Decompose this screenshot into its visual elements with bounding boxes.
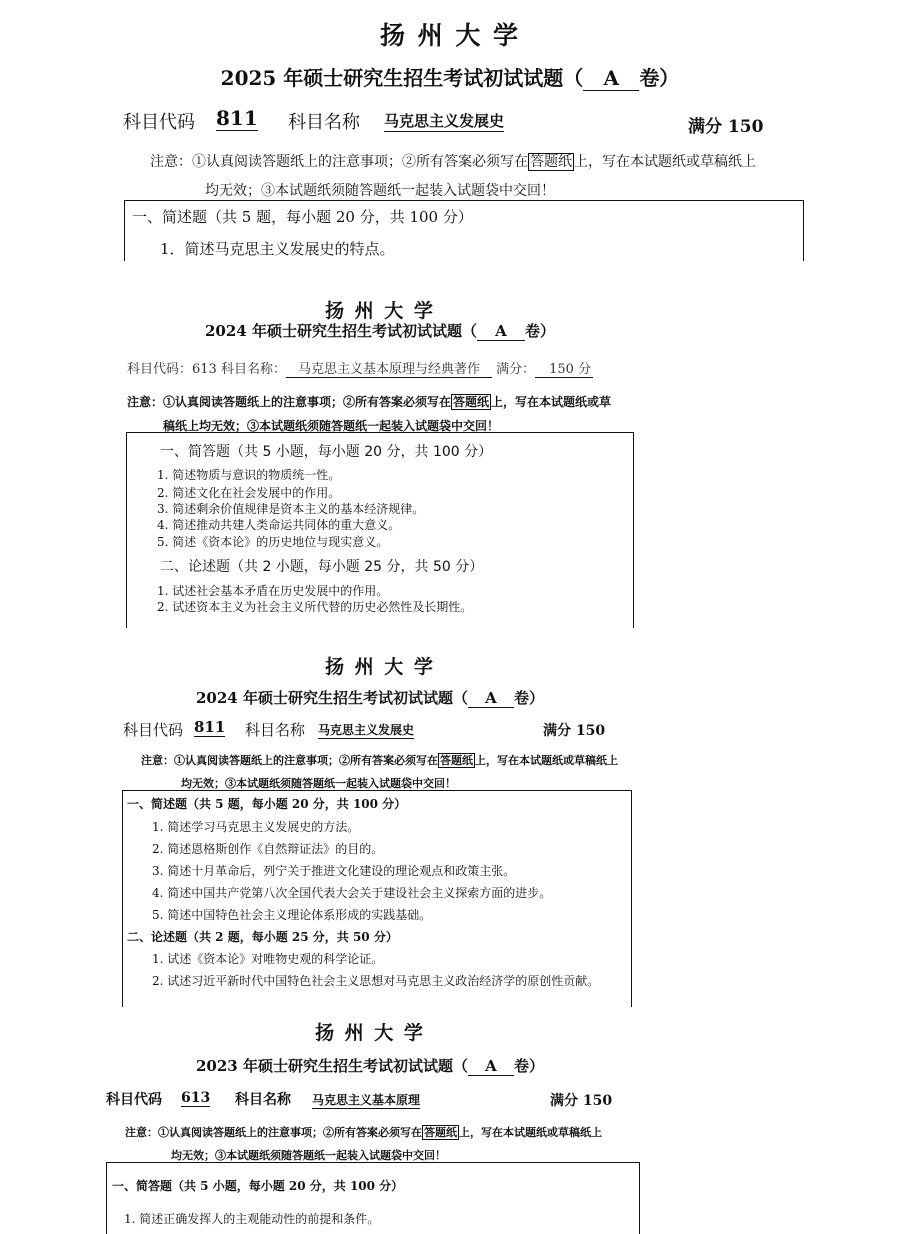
question-item: 4. 简述推动共建人类命运共同体的重大意义。 <box>157 518 401 532</box>
subject-name-value: 马克思主义发展史 <box>384 112 505 130</box>
question-item: 1. 简述正确发挥人的主观能动性的前提和条件。 <box>124 1212 380 1226</box>
full-score: 满分 150 <box>550 1093 613 1109</box>
school-title: 扬 州 大 学 <box>325 656 435 678</box>
full-score: 满分 150 <box>688 117 764 137</box>
question-item: 3. 简述十月革命后，列宁关于推进文化建设的理论观点和政策主张。 <box>152 864 516 878</box>
subject-code-label: 科目代码 <box>123 721 184 739</box>
question-item: 1. 试述《资本论》对唯物史观的科学论证。 <box>152 952 384 966</box>
notice-line-1 <box>125 1124 602 1140</box>
exam-title-suffix: 卷） <box>513 1057 544 1075</box>
subject-code-value: 811 <box>216 106 258 130</box>
section-heading: 二、论述题（共 2 小题，每小题 25 分，共 50 分） <box>160 559 484 575</box>
full-score-label: 满分： <box>496 362 536 377</box>
notice-line-1 <box>141 752 618 768</box>
exam-title <box>0 320 760 341</box>
question-item: 1. 试述社会基本矛盾在历史发展中的作用。 <box>157 584 389 598</box>
subject-name-label: 科目名称 <box>245 721 306 739</box>
question-item: 2. 试述习近平新时代中国特色社会主义思想对马克思主义政治经济学的原创性贡献。 <box>152 974 600 988</box>
notice-line-2: 均无效；③本试题纸须随答题纸一起装入试题袋中交回！ <box>171 1149 446 1162</box>
paper-type: A <box>468 1057 514 1076</box>
exam-title-prefix: 2024 年硕士研究生招生考试初试试题（ <box>196 689 468 707</box>
notice-text: 注意：①认真阅读答题纸上的注意事项；②所有答案必须写在 <box>150 154 528 170</box>
question-item: 2. 简述恩格斯创作《自然辩证法》的目的。 <box>152 842 384 856</box>
answer-sheet-box: 答题纸 <box>453 395 490 409</box>
exam-title-suffix: 卷） <box>639 66 680 90</box>
exam-title-prefix: 2025 年硕士研究生招生考试初试试题（ <box>220 66 584 90</box>
subject-name-value: 马克思主义发展史 <box>318 723 415 737</box>
answer-sheet-box: 答题纸 <box>440 754 473 767</box>
school-title: 扬 州 大 学 <box>325 300 435 322</box>
subject-code <box>194 718 225 737</box>
answer-sheet-box: 答题纸 <box>424 1126 457 1139</box>
question-item: 1. 简述物质与意识的物质统一性。 <box>157 468 341 482</box>
notice-text: 上，写在本试题纸或草稿纸上 <box>574 154 756 170</box>
notice-text: 上，写在本试题纸或草 <box>491 395 612 409</box>
notice-line-2: 稿纸上均无效；③本试题纸须随答题纸一起装入试题袋中交回！ <box>163 419 500 433</box>
notice-line-2: 均无效；③本试题纸须随答题纸一起装入试题袋中交回！ <box>205 183 555 199</box>
notice-line-1 <box>127 393 611 410</box>
subject-name-value: 马克思主义基本原理 <box>312 1093 421 1107</box>
notice-text: 上，写在本试题纸或草稿纸上 <box>459 1126 602 1139</box>
subject-name <box>384 110 504 132</box>
exam-title-suffix: 卷） <box>524 322 555 340</box>
subject-code-label: 科目代码 <box>106 1092 162 1108</box>
section-heading: 二、论述题（共 2 题，每小题 25 分，共 50 分） <box>127 930 398 944</box>
notice-line-1 <box>150 151 756 171</box>
exam-title <box>0 687 740 708</box>
question-item: 2. 简述文化在社会发展中的作用。 <box>157 486 341 500</box>
question-item: 3. 简述剩余价值规律是资本主义的基本经济规律。 <box>157 502 425 516</box>
question-item: 5. 简述《资本论》的历史地位与现实意义。 <box>157 535 389 549</box>
notice-text: 注意：①认真阅读答题纸上的注意事项；②所有答案必须写在 <box>127 395 452 409</box>
subject-code <box>181 1090 210 1107</box>
paper-type: A <box>468 689 514 708</box>
subject-code-value: 811 <box>194 718 226 736</box>
school-title: 扬 州 大 学 <box>379 21 521 50</box>
school-title: 扬 州 大 学 <box>315 1022 425 1044</box>
notice-text: 注意：①认真阅读答题纸上的注意事项；②所有答案必须写在 <box>125 1126 422 1139</box>
subject-meta <box>127 358 593 378</box>
subject-name <box>318 721 414 739</box>
question-item: 1. 简述学习马克思主义发展史的方法。 <box>152 820 360 834</box>
notice-text: 注意：①认真阅读答题纸上的注意事项；②所有答案必须写在 <box>141 754 438 767</box>
subject-code-label: 科目代码 <box>123 112 195 133</box>
exam-title-prefix: 2023 年硕士研究生招生考试初试试题（ <box>196 1057 468 1075</box>
subject-name <box>312 1091 420 1109</box>
paper-type: A <box>583 66 639 91</box>
question-item: 2. 试述资本主义为社会主义所代替的历史必然性及长期性。 <box>157 600 473 614</box>
section-heading: 一、简述题（共 5 题，每小题 20 分，共 100 分） <box>132 208 473 226</box>
full-score: 满分 150 <box>543 723 606 739</box>
question-item: 1．简述马克思主义发展史的特点。 <box>160 240 395 258</box>
notice-line-2: 均无效；③本试题纸须随答题纸一起装入试题袋中交回！ <box>181 777 456 790</box>
full-score-value: 150 分 <box>535 358 593 378</box>
section-heading: 一、简述题（共 5 题，每小题 20 分，共 100 分） <box>127 797 407 811</box>
section-heading: 一、简答题（共 5 小题，每小题 20 分，共 100 分） <box>160 444 493 460</box>
subject-code-text: 科目代码：613 科目名称： <box>127 362 286 377</box>
exam-title-suffix: 卷） <box>513 689 544 707</box>
exam-title <box>0 62 900 91</box>
question-item: 5. 简述中国特色社会主义理论体系形成的实践基础。 <box>152 908 432 922</box>
subject-name-label: 科目名称 <box>288 112 360 133</box>
subject-code <box>216 106 258 131</box>
answer-sheet-box: 答题纸 <box>530 154 572 170</box>
section-heading: 一、简答题（共 5 小题，每小题 20 分，共 100 分） <box>112 1179 404 1193</box>
paper-type: A <box>477 322 525 341</box>
subject-code-value: 613 <box>181 1090 211 1106</box>
notice-text: 上，写在本试题纸或草稿纸上 <box>475 754 618 767</box>
subject-name-label: 科目名称 <box>235 1092 291 1108</box>
subject-name-value: 马克思主义基本原理与经典著作 <box>286 358 492 378</box>
exam-title <box>0 1055 740 1076</box>
exam-title-prefix: 2024 年硕士研究生招生考试初试试题（ <box>205 322 477 340</box>
question-item: 4. 简述中国共产党第八次全国代表大会关于建设社会主义探索方面的进步。 <box>152 886 552 900</box>
